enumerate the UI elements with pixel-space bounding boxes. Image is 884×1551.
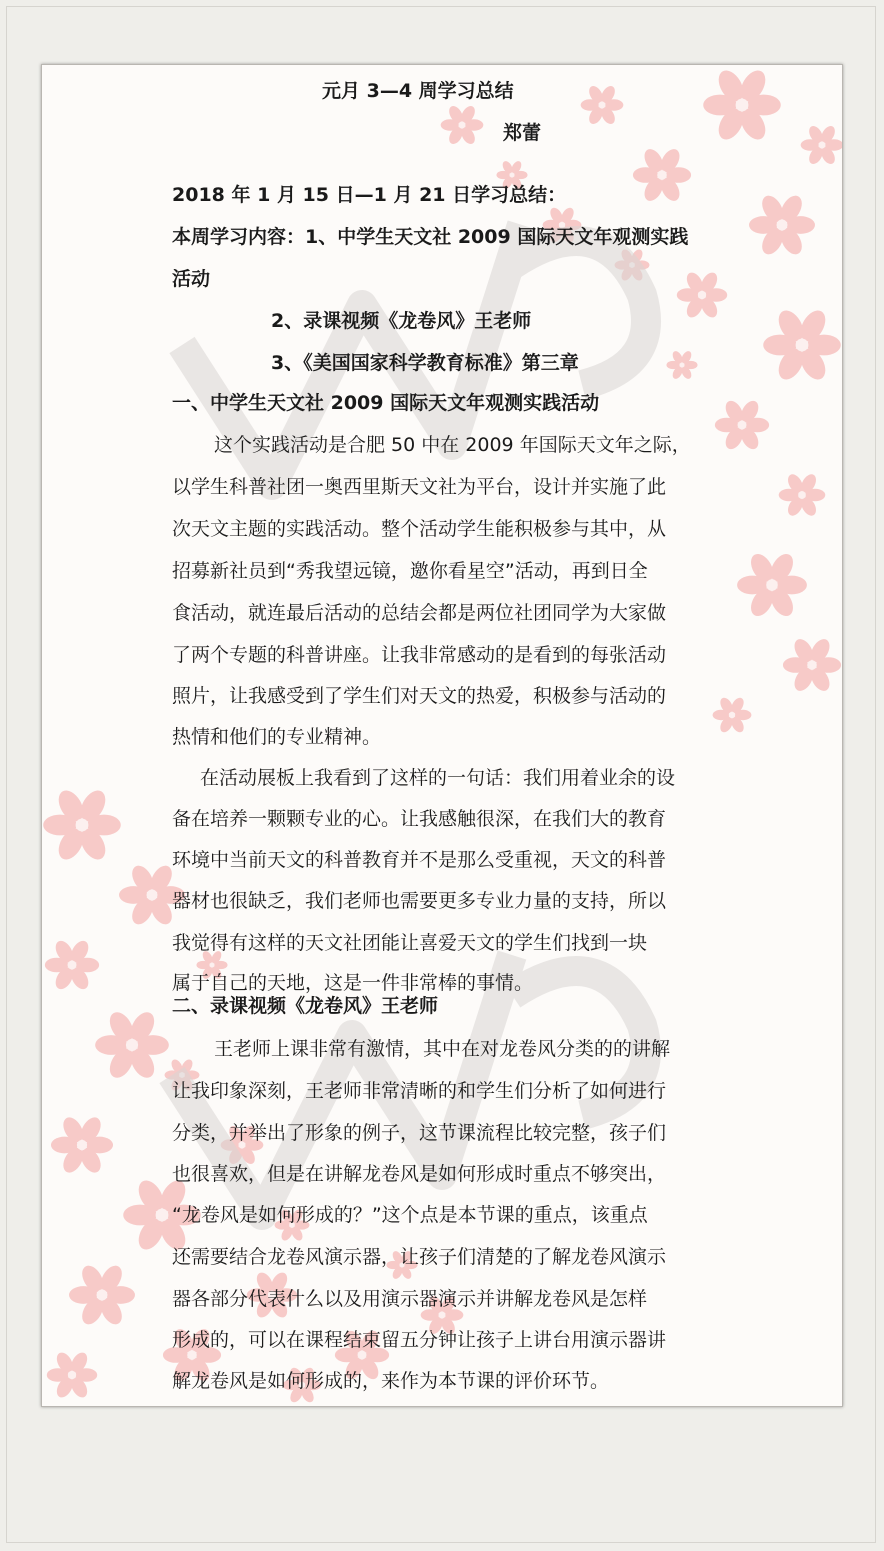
paragraph-line: 招募新社员到“秀我望远镜，邀你看星空”活动，再到日全	[172, 560, 648, 582]
paragraph-line: 王老师上课非常有激情，其中在对龙卷风分类的的讲解	[214, 1038, 671, 1060]
paragraph-line: 器材也很缺乏，我们老师也需要更多专业力量的支持，所以	[172, 890, 667, 912]
contents-line-2: 活动	[172, 268, 211, 290]
contents-item-3: 3、《美国国家科学教育标准》第三章	[271, 352, 579, 374]
section-1-heading: 一、中学生天文社 2009 国际天文年观测实践活动	[172, 392, 600, 414]
paragraph-line: 这个实践活动是合肥 50 中在 2009 年国际天文年之际，	[214, 434, 691, 456]
date-range-line: 2018 年 1 月 15 日—1 月 21 日学习总结：	[172, 184, 567, 206]
document-title: 元月 3—4 周学习总结	[322, 80, 514, 102]
contents-item-2: 2、录课视频《龙卷风》王老师	[271, 310, 532, 332]
section-2-heading: 二、录课视频《龙卷风》王老师	[172, 995, 439, 1017]
paragraph-line: 也很喜欢，但是在讲解龙卷风是如何形成时重点不够突出，	[172, 1163, 667, 1185]
paragraph-line: 还需要结合龙卷风演示器，让孩子们清楚的了解龙卷风演示	[172, 1246, 667, 1268]
contents-line-1: 本周学习内容：1、中学生天文社 2009 国际天文年观测实践	[172, 226, 689, 248]
paragraph-line: 环境中当前天文的科普教育并不是那么受重视，天文的科普	[172, 849, 667, 871]
paragraph-line: 器各部分代表什么以及用演示器演示并讲解龙卷风是怎样	[172, 1288, 648, 1310]
paragraph-line: 解龙卷风是如何形成的，来作为本节课的评价环节。	[172, 1370, 610, 1392]
paragraph-line: 形成的，可以在课程结束留五分钟让孩子上讲台用演示器讲	[172, 1329, 667, 1351]
paragraph-line: 属于自己的天地，这是一件非常棒的事情。	[172, 972, 534, 994]
paragraph-line: 我觉得有这样的天文社团能让喜爱天文的学生们找到一块	[172, 932, 648, 954]
document-author: 郑蕾	[503, 122, 542, 144]
paragraph-line: 备在培养一颗颗专业的心。让我感触很深，在我们大的教育	[172, 808, 667, 830]
paragraph-line: 照片，让我感受到了学生们对天文的热爱，积极参与活动的	[172, 685, 667, 707]
document-content	[42, 65, 843, 1407]
paragraph-line: 在活动展板上我看到了这样的一句话：我们用着业余的设	[200, 767, 676, 789]
paragraph-line: 分类，并举出了形象的例子，这节课流程比较完整，孩子们	[172, 1122, 667, 1144]
paragraph-line: 让我印象深刻，王老师非常清晰的和学生们分析了如何进行	[172, 1080, 667, 1102]
paragraph-line: 了两个专题的科普讲座。让我非常感动的是看到的每张活动	[172, 644, 667, 666]
paragraph-line: 以学生科普社团一奥西里斯天文社为平台，设计并实施了此	[172, 476, 667, 498]
paragraph-line: 热情和他们的专业精神。	[172, 726, 382, 748]
paragraph-line: “龙卷风是如何形成的？”这个点是本节课的重点，该重点	[172, 1204, 648, 1226]
paragraph-line: 次天文主题的实践活动。整个活动学生能积极参与其中，从	[172, 518, 667, 540]
paragraph-line: 食活动，就连最后活动的总结会都是两位社团同学为大家做	[172, 602, 667, 624]
document-paper	[41, 64, 843, 1407]
